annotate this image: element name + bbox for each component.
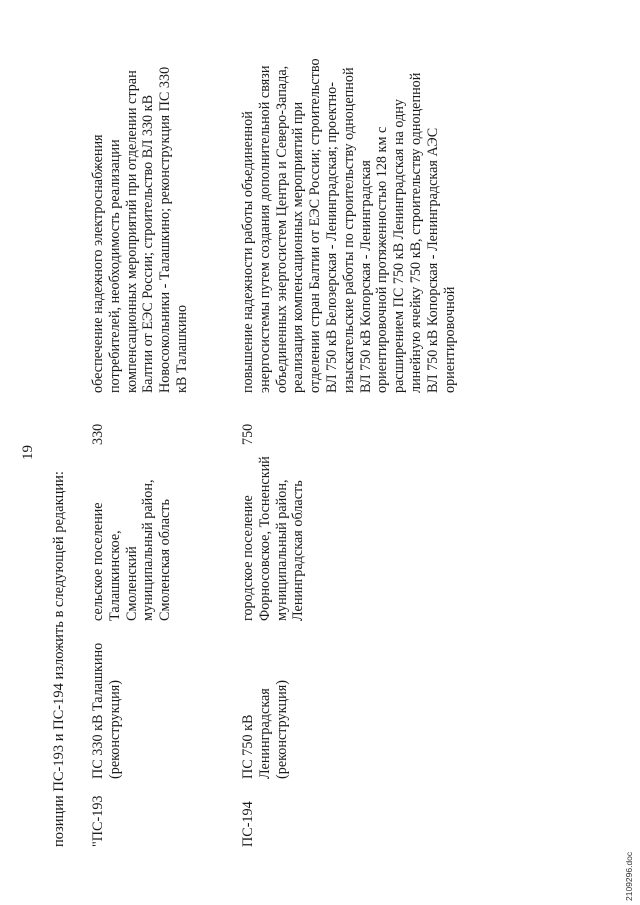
row-voltage: 330 xyxy=(90,423,106,445)
row-voltage: 750 xyxy=(240,423,256,445)
file-name-footer: 2109296.doc xyxy=(624,851,634,901)
row-description: обеспечение надежного электроснабжения потребителей, необходимость реализации компенсационных мероприятий при отделении стран Балтии от ЕЭС России; строительство ВЛ 330 кВ Новосокольники - Талашкино; реконструкция ПС 330 кВ Талашкино xyxy=(90,66,190,393)
table-row xyxy=(90,53,240,847)
row-description: повышение надежности работы объединенной энергосистемы путем создания дополнительной связи объединенных энергосистем Центра и Северо-Запада, реализация компенсационных мероприятий при отделении стран Балтии от ЕЭС России; строительство ВЛ 750 кВ Белозерская - Ленинградская; проектно-изыскательские работы по строительству одноцепной ВЛ 750 кВ Копорская - Ленинградская ориентировочной протяженностью 128 км с расширением ПС 750 кВ Ленинградская на одну линейную ячейку 750 кВ, строительству одноцепной ВЛ 750 кВ Копорская - Ленинградская АЭС ориентировочной xyxy=(240,58,458,393)
intro-text: позиции ПС-193 и ПС-194 изложить в следующей редакции: xyxy=(51,471,67,847)
substations-table xyxy=(90,53,560,847)
table-row xyxy=(240,53,560,847)
row-location: сельское поселение Талашкинское, Смоленский муниципальный район, Смоленская область xyxy=(90,479,174,621)
row-code: "ПС-193 xyxy=(90,795,106,847)
page-number: 19 xyxy=(20,445,36,460)
row-name: ПС 750 кВ Ленинградская (реконструкция) xyxy=(240,680,290,779)
row-location: городское поселение Форносовское, Тосненский муниципальный район, Ленинградская область xyxy=(240,456,307,621)
row-code: ПС-194 xyxy=(240,801,256,847)
row-name: ПС 330 кВ Талашкино (реконструкция) xyxy=(90,642,123,779)
